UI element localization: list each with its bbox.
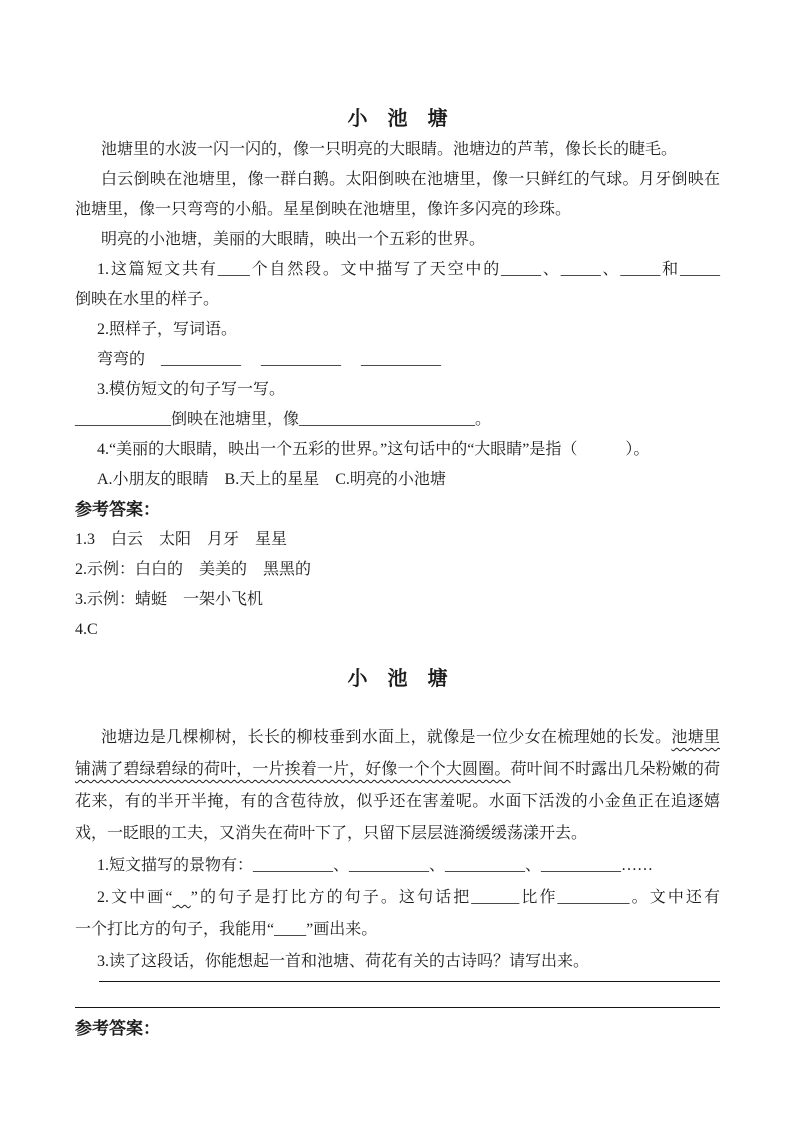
s2-question-2-line-1	[75, 882, 720, 914]
s1-question-2: 2.照样子，写词语。	[97, 321, 238, 338]
section2	[75, 722, 720, 1044]
passage2-title: 小 池 塘	[347, 668, 448, 690]
s1-question-2-example-blanks: 弯弯的 __________ __________ __________	[97, 351, 442, 368]
section1	[75, 135, 720, 645]
passage2-segment-normal-2: 荷叶间不时露出几朵粉嫩的荷花来，有的半开半掩，有的含苞待放，似乎还在害羞呢。水面下活泼的小金鱼正在追逐嬉戏，一眨眼的工夫，又消失在荷叶下了，只留下层层涟漪缓缓荡漾开去。	[75, 761, 720, 842]
passage2-segment-wavy-underlined: 池塘里铺满了碧绿碧绿的荷叶，一片挨着一片，好像一个个大圆圈。	[75, 729, 720, 778]
s2-reference-answers-heading: 参考答案：	[75, 1019, 160, 1038]
s1-answer-3: 3.示例：蜻蜓 一架小飞机	[75, 591, 264, 608]
s1-question-3-fill-blanks: ____________倒映在池塘里，像______________________。	[75, 411, 492, 428]
s1-question-3: 3.模仿短文的句子写一写。	[97, 381, 286, 398]
s2-question-3: 3.读了这段话，你能想起一首和池塘、荷花有关的古诗吗？请写出来。	[97, 953, 590, 970]
passage1-paragraph-2: 白云倒映在池塘里，像一群白鹅。太阳倒映在池塘里，像一只鲜红的气球。月牙倒映在池塘里，像一只弯弯的小船。星星倒映在池塘里，像许多闪亮的珍珠。	[75, 171, 720, 218]
passage2-segment-normal-1: 池塘边是几棵柳树，长长的柳枝垂到水面上，就像是一位少女在梳理她的长发。	[101, 729, 672, 746]
s1-question-4-options: A.小朋友的眼睛 B.天上的星星 C.明亮的小池塘	[97, 471, 446, 488]
s2-answer-writing-line-2	[75, 982, 720, 1008]
passage1-title: 小 池 塘	[347, 108, 448, 130]
s1-reference-answers-heading: 参考答案：	[75, 500, 160, 519]
s1-answer-4: 4.C	[75, 621, 98, 638]
s1-question-1-line-2: 倒映在水里的样子。	[75, 291, 220, 308]
s2-q2-text-after-wavy: ”的句子是打比方的句子。这句话把______比作_________。文中还有	[190, 889, 721, 906]
passage1-paragraph-1: 池塘里的水波一闪一闪的，像一只明亮的大眼睛。池塘边的芦苇，像长长的睫毛。	[101, 141, 678, 158]
s2-q2-text-before-wavy: 2.文中画“	[97, 889, 173, 906]
s2-question-1: 1.短文描写的景物有：__________、__________、__________、__________……	[97, 857, 654, 874]
passage1-paragraph-3: 明亮的小池塘，美丽的大眼睛，映出一个五彩的世界。	[101, 231, 486, 248]
passage2-paragraph	[75, 722, 720, 850]
s1-question-1-line-1: 1.这篇短文共有____个自然段。文中描写了天空中的_____、_____、_____和_____	[97, 261, 720, 278]
s2-q2-wavy-line-symbol	[172, 889, 190, 906]
s1-answer-1: 1.3 白云 太阳 月牙 星星	[75, 531, 288, 548]
s1-answer-2: 2.示例：白白的 美美的 黑黑的	[75, 561, 312, 578]
s1-question-4: 4.“美丽的大眼睛，映出一个五彩的世界。”这句话中的“大眼睛”是指（ ）。	[97, 441, 650, 458]
s2-question-2-line-2: 一个打比方的句子，我能用“____”画出来。	[75, 921, 378, 938]
